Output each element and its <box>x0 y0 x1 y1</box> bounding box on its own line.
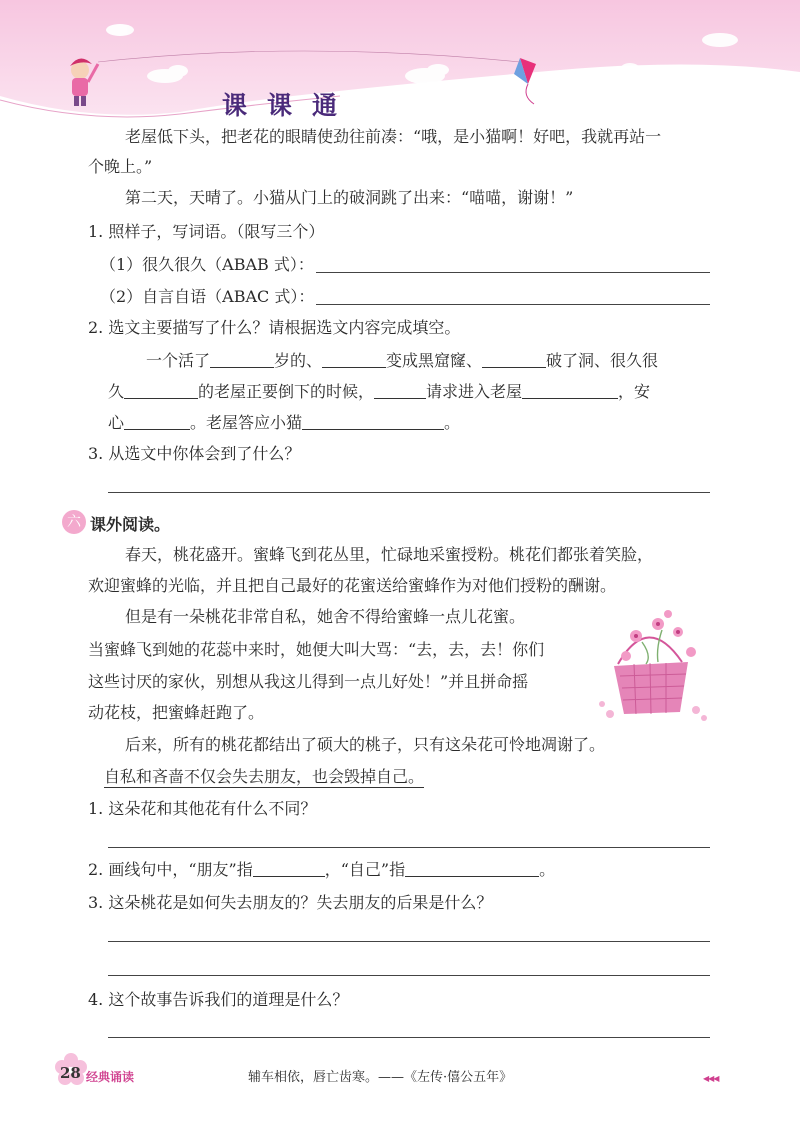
flower-basket-illustration <box>596 602 714 722</box>
passage2-line: 欢迎蜜蜂的光临，并且把自己最好的花蜜送给蜜蜂作为对他们授粉的酬谢。 <box>88 576 617 595</box>
fill-blank[interactable] <box>124 413 190 430</box>
question-2-title: 2. 选文主要描写了什么？请根据选文内容完成填空。 <box>88 318 461 337</box>
question-5-text: 。 <box>539 860 556 879</box>
answer-line[interactable] <box>316 272 710 273</box>
answer-line[interactable] <box>108 492 710 493</box>
question-7-title: 4. 这个故事告诉我们的道理是什么？ <box>88 990 349 1009</box>
answer-line[interactable] <box>108 1037 710 1038</box>
fill-blank[interactable] <box>374 382 426 399</box>
question-1-item-1: （1）很久很久（ABAB 式）： <box>100 255 314 274</box>
underlined-sentence <box>104 767 424 787</box>
passage1-line: 老屋低下头，把老花的眼睛使劲往前凑：“哦，是小猫啊！好吧，我就再站一 <box>125 127 662 146</box>
fill-text: 一个活了 <box>146 351 211 370</box>
footer-label: 经典诵读 <box>86 1070 135 1084</box>
fill-in-line <box>108 413 460 433</box>
fill-blank[interactable] <box>405 860 539 877</box>
passage2-line: 这些讨厌的家伙，别想从我这儿得到一点儿好处！”并且拼命摇 <box>88 672 529 691</box>
section-number-badge: 六 <box>62 510 86 534</box>
answer-line[interactable] <box>316 304 710 305</box>
passage1-line: 第二天，天晴了。小猫从门上的破洞跳了出来：“喵喵，谢谢！” <box>125 188 574 207</box>
arrow-decoration-icon: ◀◀◀ <box>703 1074 719 1083</box>
question-6-title: 3. 这朵桃花是如何失去朋友的？失去朋友的后果是什么？ <box>88 893 493 912</box>
passage2-line: 动花枝，把蜜蜂赶跑了。 <box>88 703 265 722</box>
fill-text: ，安 <box>618 382 651 401</box>
flower-basket-icon <box>596 602 714 722</box>
fill-blank[interactable] <box>253 860 325 877</box>
page-header <box>0 0 800 125</box>
fill-blank[interactable] <box>124 382 198 399</box>
question-5-text: 2. 画线句中，“朋友”指 <box>88 860 253 879</box>
fill-in-line <box>108 382 650 402</box>
question-4-title: 1. 这朵花和其他花有什么不同？ <box>88 799 317 818</box>
fill-text: 。 <box>444 413 461 432</box>
fill-blank[interactable] <box>210 351 274 368</box>
question-1-item-2: （2）自言自语（ABAC 式）： <box>100 287 315 306</box>
passage2-line: 后来，所有的桃花都结出了硕大的桃子，只有这朵花可怜地凋谢了。 <box>125 735 606 754</box>
fill-blank[interactable] <box>322 351 386 368</box>
brand-title: 课课通 <box>222 91 358 120</box>
fill-text: 请求进入老屋 <box>426 382 523 401</box>
answer-line[interactable] <box>108 975 710 976</box>
fill-blank[interactable] <box>302 413 444 430</box>
question-5 <box>88 860 555 880</box>
fill-blank[interactable] <box>482 351 546 368</box>
question-1-title: 1. 照样子，写词语。（限写三个） <box>88 222 325 241</box>
fill-text: 久 <box>108 382 125 401</box>
fill-in-line <box>146 351 658 371</box>
section-title: 课外阅读。 <box>90 515 171 534</box>
fill-text: 的老屋正要倒下的时候， <box>198 382 375 401</box>
passage1-line: 个晚上。” <box>88 157 153 176</box>
footer-quote: 辅车相依，唇亡齿寒。——《左传·僖公五年》 <box>248 1070 513 1085</box>
page-number: 28 <box>60 1064 81 1082</box>
fill-text: 变成黑窟窿、 <box>386 351 483 370</box>
underlined-text: 自私和吝啬不仅会失去朋友，也会毁掉自己。 <box>104 767 425 786</box>
question-5-text: ，“自己”指 <box>324 860 406 879</box>
fill-text: 破了洞、很久很 <box>546 351 659 370</box>
question-3-title: 3. 从选文中你体会到了什么？ <box>88 444 301 463</box>
fill-text: 心 <box>108 413 125 432</box>
answer-line[interactable] <box>108 847 710 848</box>
header-banner <box>0 0 800 125</box>
fill-text: 岁的、 <box>274 351 323 370</box>
answer-line[interactable] <box>108 941 710 942</box>
passage2-line: 春天，桃花盛开。蜜蜂飞到花丛里，忙碌地采蜜授粉。桃花们都张着笑脸， <box>125 545 654 564</box>
fill-blank[interactable] <box>522 382 618 399</box>
passage2-line: 当蜜蜂飞到她的花蕊中来时，她便大叫大骂：“去，去，去！你们 <box>88 640 545 659</box>
fill-text: 。老屋答应小猫 <box>190 413 303 432</box>
passage2-line: 但是有一朵桃花非常自私，她舍不得给蜜蜂一点儿花蜜。 <box>125 607 526 626</box>
